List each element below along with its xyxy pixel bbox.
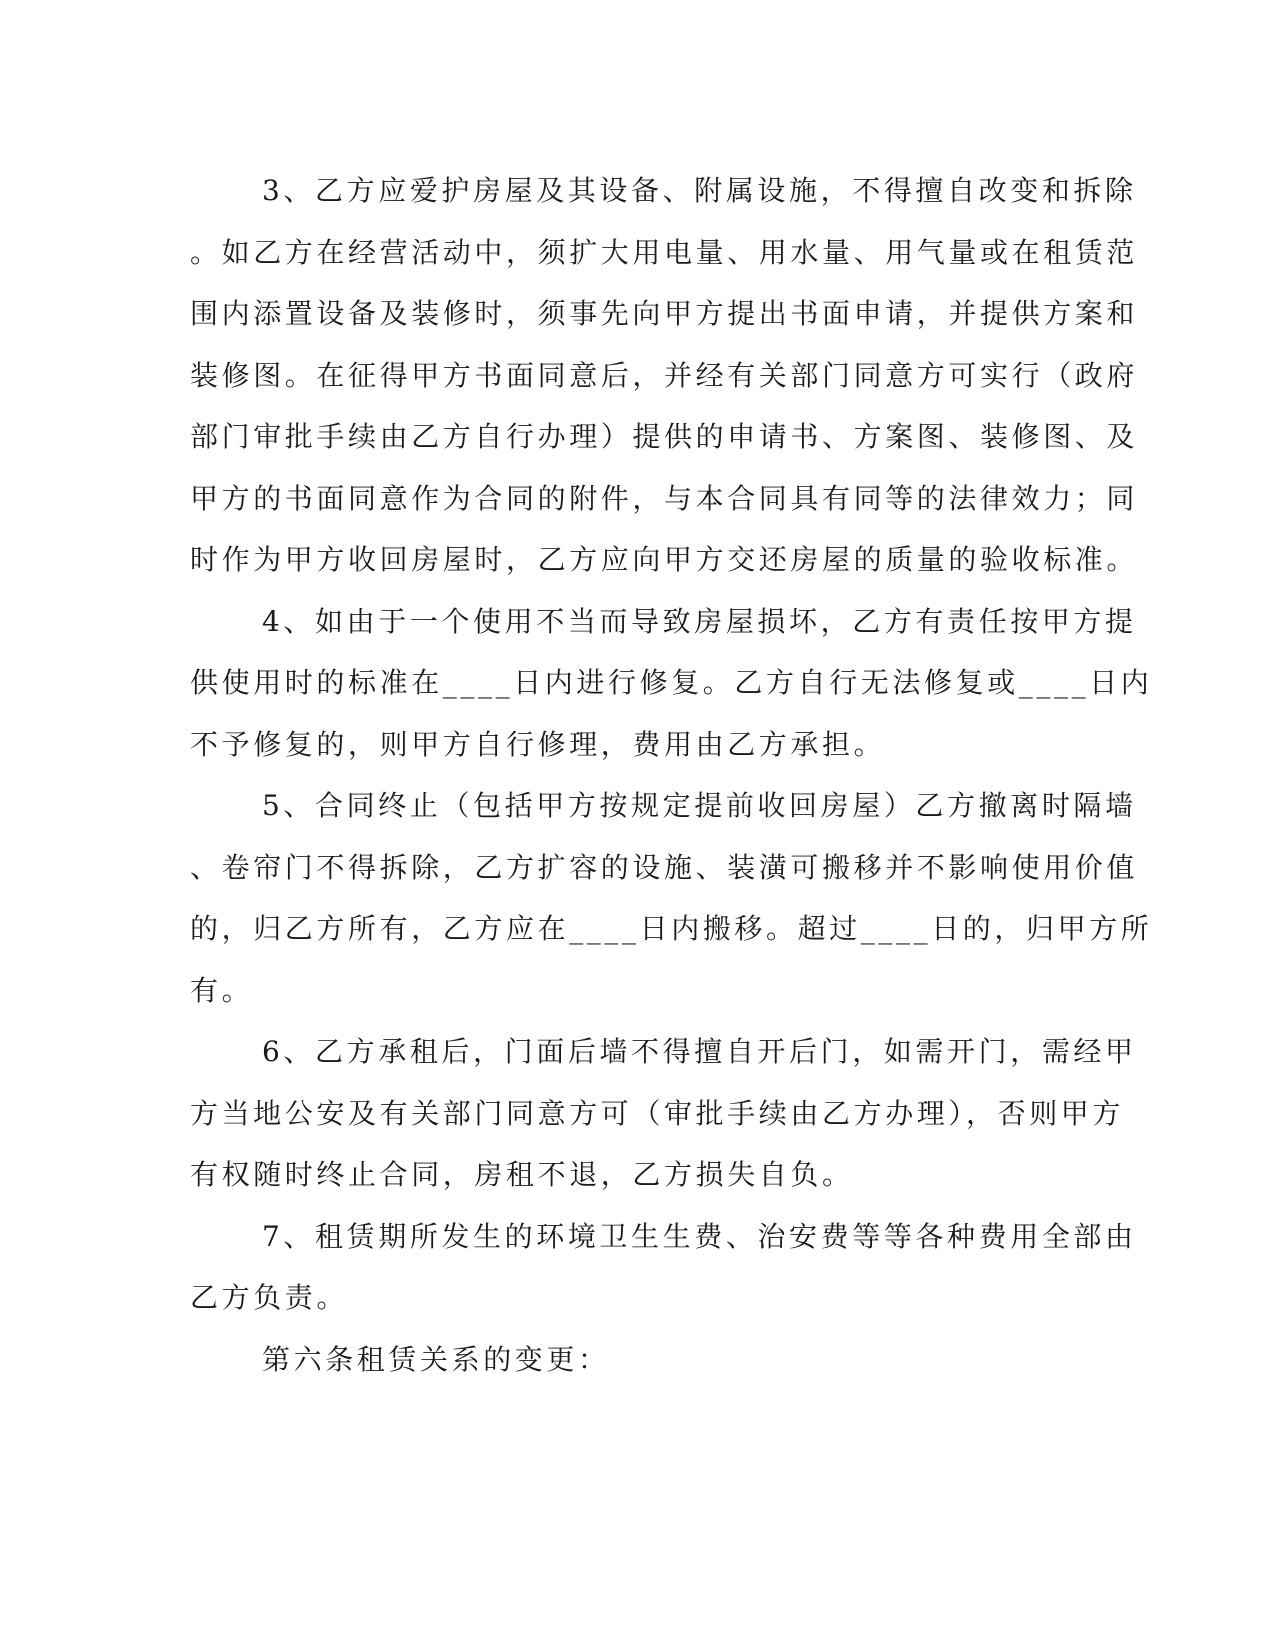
- text-line: 时作为甲方收回房屋时，乙方应向甲方交还房屋的质量的验收标准。: [190, 543, 1139, 576]
- text-line: 有。: [190, 973, 254, 1007]
- article-6-heading: [190, 1329, 1060, 1391]
- text-line: 的，归乙方所有，乙方应在____日内搬移。超过____日的，归甲方所: [190, 912, 1153, 945]
- text-line: 5、合同终止（包括甲方按规定提前收回房屋）乙方撤离时隔墙: [262, 789, 1137, 822]
- text-line: 。如乙方在经营活动中，须扩大用电量、用水量、用气量或在租赁范: [190, 235, 1139, 269]
- text-line: 3、乙方应爱护房屋及其设备、附属设施，不得擅自改变和拆除: [262, 174, 1137, 207]
- text-line: 乙方负责。: [190, 1281, 349, 1314]
- document-body: [190, 160, 1153, 1390]
- text-line: 有权随时终止合同，房租不退，乙方损失自负。: [190, 1158, 854, 1191]
- text-line: 甲方的书面同意作为合同的附件，与本合同具有同等的法律效力；同: [190, 481, 1139, 515]
- text-line: 7、租赁期所发生的环境卫生生费、治安费等等各种费用全部由: [262, 1219, 1137, 1253]
- text-line: 部门审批手续由乙方自行办理）提供的申请书、方案图、装修图、及: [190, 420, 1139, 453]
- text-line: 供使用时的标准在____日内进行修复。乙方自行无法修复或____日内: [190, 666, 1153, 699]
- clause-5-paragraph: [190, 775, 1153, 1021]
- text-line: 第六条租赁关系的变更：: [262, 1342, 610, 1376]
- text-line: 装修图。在征得甲方书面同意后，并经有关部门同意方可实行（政府: [190, 358, 1139, 392]
- text-line: 4、如由于一个使用不当而导致房屋损坏，乙方有责任按甲方提: [262, 604, 1137, 638]
- text-line: 方当地公安及有关部门同意方可（审批手续由乙方办理），否则甲方: [190, 1096, 1125, 1130]
- clause-4-paragraph: [190, 591, 1153, 776]
- text-line: 围内添置设备及装修时，须事先向甲方提出书面申请，并提供方案和: [190, 297, 1139, 330]
- clause-3-paragraph: [190, 160, 1139, 591]
- text-line: 6、乙方承租后，门面后墙不得擅自开后门，如需开门，需经甲: [262, 1035, 1137, 1068]
- clause-7-paragraph: [190, 1206, 1137, 1329]
- text-line: 、卷帘门不得拆除，乙方扩容的设施、装潢可搬移并不影响使用价值: [190, 850, 1139, 884]
- text-line: 不予修复的，则甲方自行修理，费用由乙方承担。: [190, 727, 886, 761]
- clause-6-paragraph: [190, 1021, 1137, 1206]
